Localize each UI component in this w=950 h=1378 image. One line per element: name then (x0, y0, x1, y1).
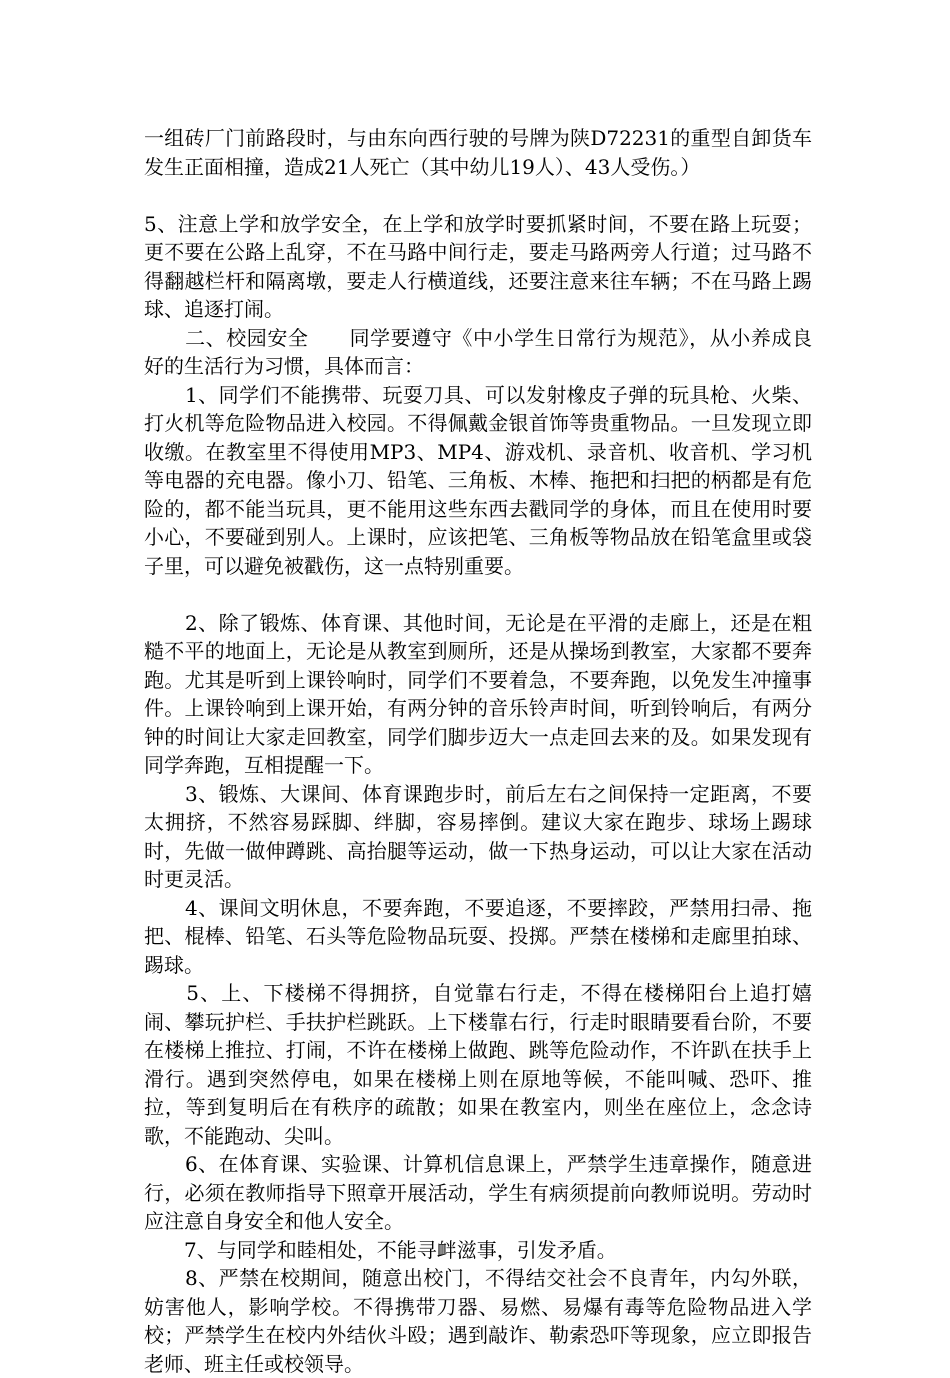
paragraph-item-7: 7、与同学和睦相处，不能寻衅滋事，引发矛盾。 (144, 1237, 617, 1262)
blank-line (144, 181, 812, 210)
paragraph-commute-safety: 5、注意上学和放学安全，在上学和放学时要抓紧时间，不要在路上玩耍；更不要在公路上乱穿，不在马路中间行走，要走马路两旁人行道；过马路不得翻越栏杆和隔离墩，要走人行横道线，还要注意来往车辆；不在马路上踢球、追逐打闹。 (144, 211, 812, 321)
paragraph-item-1: 1、同学们不能携带、玩耍刀具、可以发射橡皮子弹的玩具枪、火柴、打火机等危险物品进入校园。不得佩戴金银首饰等贵重物品。一旦发现立即收缴。在教室里不得使用MP3、MP4、游戏机、录音机、收音机、学习机等电器的充电器。像小刀、铅笔、三角板、木棒、拖把和扫把的柄都是有危险的，都不能当玩具，更不能用这些东西去戳同学的身体，而且在使用时要小心，不要碰到别人。上课时，应该把笔、三角板等物品放在铅笔盒里或袋子里，可以避免被戳伤，这一点特别重要。 (144, 382, 812, 578)
paragraph-item-3: 3、锻炼、大课间、体育课跑步时，前后左右之间保持一定距离，不要太拥挤，不然容易踩脚、绊脚，容易摔倒。建议大家在跑步、球场上踢球时，先做一做伸蹲跳、高抬腿等运动，做一下热身运动，可以让大家在活动时更灵活。 (144, 781, 812, 891)
blank-line (144, 580, 812, 609)
paragraph-item-5: 5、上、下楼梯不得拥挤，自觉靠右行走，不得在楼梯阳台上追打嬉闹、攀玩护栏、手扶护栏跳跃。上下楼靠右行，行走时眼睛要看台阶，不要在楼梯上推拉、打闹，不许在楼梯上做跑、跳等危险动作，不许趴在扶手上滑行。遇到突然停电，如果在楼梯上则在原地等候，不能叫喊、恐吓、推拉，等到复明后在有秩序的疏散；如果在教室内，则坐在座位上，念念诗歌，不能跑动、尖叫。 (144, 981, 812, 1148)
paragraph-item-6: 6、在体育课、实验课、计算机信息课上，严禁学生违章操作，随意进行，必须在教师指导下照章开展活动，学生有病须提前向教师说明。劳动时应注意自身安全和他人安全。 (144, 1152, 812, 1233)
paragraph-item-8: 8、严禁在校期间，随意出校门，不得结交社会不良青年，内勾外联，妨害他人，影响学校。不得携带刀器、易燃、易爆有毒等危险物品进入学校；严禁学生在校内外结伙斗殴；遇到敲诈、勒索恐吓等现象，应立即报告老师、班主任或校领导。 (144, 1266, 812, 1376)
paragraph-item-2: 2、除了锻炼、体育课、其他时间，无论是在平滑的走廊上，还是在粗糙不平的地面上，无论是从教室到厕所，还是从操场到教室，大家都不要奔跑。尤其是听到上课铃响时，同学们不要着急，不要奔跑，以免发生冲撞事件。上课铃响到上课开始，有两分钟的音乐铃声时间，听到铃响后，有两分钟的时间让大家走回教室，同学们脚步迈大一点走回去来的及。如果发现有同学奔跑，互相提醒一下。 (144, 610, 812, 777)
paragraph-item-4: 4、课间文明休息，不要奔跑，不要追逐，不要摔跤，严禁用扫帚、拖把、棍棒、铅笔、石头等危险物品玩耍、投掷。严禁在楼梯和走廊里拍球、踢球。 (144, 895, 812, 977)
paragraph-campus-safety-heading: 二、校园安全 同学要遵守《中小学生日常行为规范》，从小养成良好的生活行为习惯，具体而言： (144, 325, 812, 378)
paragraph-accident-continuation: 一组砖厂门前路段时，与由东向西行驶的号牌为陕D72231的重型自卸货车发生正面相撞，造成21人死亡（其中幼儿19人）、43人受伤。） (144, 126, 812, 179)
document-body (144, 124, 812, 1378)
